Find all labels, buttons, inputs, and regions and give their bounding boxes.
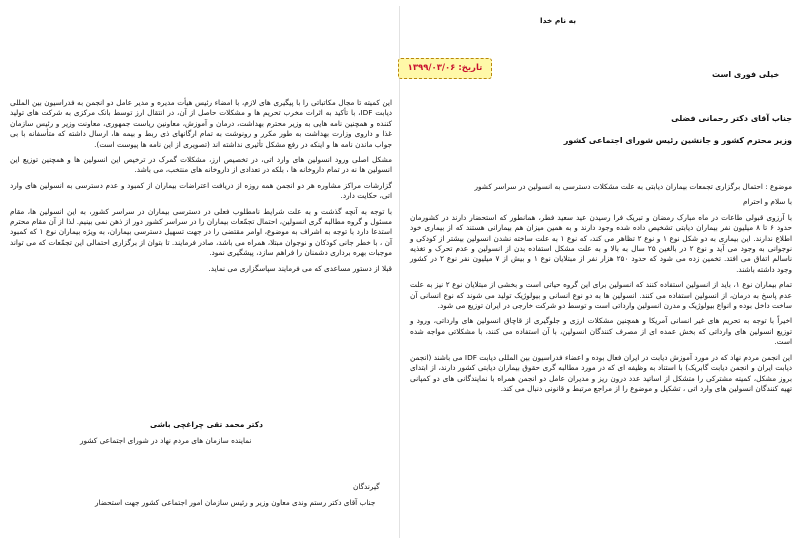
cc-heading: گیرندگان xyxy=(353,482,380,491)
signatory-name: دکتر محمد تقی چراغچی باشی xyxy=(150,420,263,429)
column-divider xyxy=(399,6,400,538)
body-paragraph: مشکل اصلی ورود انسولین های وارد اتی، در تخصیص ارز، مشکلات گمرک در ترخیص این انسولین ها و همچنین توزیع این انسولین ها نه در تمام داروخانه ها ، بلکه در تعدادی از داروخانه های منتخب، می باشد. xyxy=(10,155,392,175)
body-paragraph: تمام بیماران نوع ۱، باید از انسولین استفاده کنند که انسولین برای این گروه حیاتی است و بخشی از مبتلایان نوع ۲ نیز به علت عدم پاسخ به درمان، از انسولین استفاده می کنند. انسولین ها به دو نوع انسانی و بیولوژیک تولید می شوند که نوع انسانی آن ساخت داخل بوده و انواع بیولوژیک و مدرن انسولین وارداتی است و توسط دو شرکت خارجی در ایران توزیع می شود. xyxy=(410,280,792,311)
date-stamp: تاریخ: ۱۳۹۹/۰۳/۰۶ xyxy=(398,58,492,79)
body-paragraph: با آرزوی قبولی طاعات در ماه مبارک رمضان و تبریک فرا رسیدن عید سعید فطر، همانطور که استحضار دارند در کشورمان حدود ۶ تا ۸ میلیون نفر بیماران دیابتی تشخیص داده شده وجود دارند و به همین میزان هم بیمارانی هستند که از بیماری خود اطلاع ندارند. این بیماری به دو شکل نوع ۱ و نوع ۲ تظاهر می کند، که نوع ۱ به علت ساخته نشدن انسولین بیشتر از کودکی و نوجوانی به وجود می آید و نوع ۲ در بالغین ۲۵ سال به بالا و به علت مشکل استفاده بدن از انسولین و عدم تحرک و تغذیه ناسالم اتفاق می افتد. تخمین زده می شود که حدود ۲۵۰ هزار نفر از مبتلایان نوع ۱ و بیش از ۷ میلیون نفر نوع ۲ در کشور وجود داشته باشند. xyxy=(410,212,792,274)
body-paragraph: اخیراً با توجه به تحریم های غیر انسانی آمریکا و همچنین مشکلات ارزی و جلوگیری از قاچاق انسولین های وارداتی، ورود و توزیع انسولین های وارداتی که بخش عمده ای از مصرف کنندگان انسولین، با آن استفاده می کنند، با مشکلاتی مواجه شده است. xyxy=(410,316,792,347)
body-paragraph: این انجمن مردم نهاد که در مورد آموزش دیابت در ایران فعال بوده و اعضاء فدراسیون بین المللی دیابت IDF می باشند (انجمن دیابت ایران و انجمن دیابت گابریک) با استناد به وظیفه ای که در مورد مطالبه گری حقوق بیماران دیابتی کشور دارند، از ابتدای بروز مشکل، کمیته مشترکی را متشکل از اساتید عدد درون ریز و مدیران عامل دو انجمن همراه با نمایندگانی های دو کمپانی تهیه کنندگان انسولین های وارد اتی ، تشکیل و موضوع را از مراجع مرتبط و قانونی دنبال می کند. xyxy=(410,352,792,393)
addressee-name: جناب آقای دکتر رحمانی فضلی xyxy=(671,114,792,123)
subject-line: موضوع : احتمال برگزاری تجمعات بیماران دیابتی به علت مشکلات دسترسی به انسولین در سراسر کشور xyxy=(474,182,792,191)
addressee-title: وزیر محترم کشور و جانشین رئیس شورای اجتماعی کشور xyxy=(563,136,792,145)
body-paragraph: با توجه به آنچه گذشت و به علت شرایط نامطلوب فعلی در دسترسی بیماران در سراسر کشور، به این انسولین ها، مقام مسئول و گروه مطالبه گری انسولین، احتمال تجمّعات بیماران را در سراسر کشور دور از ذهن نمی بینیم. لذا از آن مقام محترم استدعا دارد با توجه به اشراف به موضوع، اوامر مقتضی را در جهت تسهیل دسترسی بیماران، به ویژه بیماران نوع ۱ که کمبود آن ، با خطر جانی کودکان و نوجوان مبتلا، همراه می باشد، صادر فرمایند. تا بتوان از برگزاری احتمالی این تجمّعات که می تواند موجبات بهره برداری دشمنان را فراهم سازد، پیشگیری نمود. xyxy=(10,206,392,258)
left-column-body xyxy=(10,98,392,279)
basmala-heading: به نام خدا xyxy=(540,16,577,25)
body-paragraph: گزارشات مراکز مشاوره هر دو انجمن همه روزه از دریافت اعتراضات بیماران از کمبود و عدم دسترسی به انسولین های وارد اتی، حکایت دارد. xyxy=(10,180,392,201)
right-column-body xyxy=(410,182,792,399)
signatory-title: نماینده سازمان های مردم نهاد در شورای اجتماعی کشور xyxy=(80,436,252,445)
cc-recipient: جناب آقای دکتر رستم وندی معاون وزیر و رئیس سازمان امور اجتماعی کشور جهت استحضار xyxy=(95,498,376,507)
greeting-line: با سلام و احترام xyxy=(742,197,792,207)
body-paragraph: این کمیته تا مجال مکاتباتی را با پیگیری های لازم، با امضاء رئیس هیأت مدیره و مدیر عامل دو انجمن به فدراسیون بین المللی دیابت IDF، با تأکید به اثرات مخرب تحریم ها و مشکلات حاصل از آن، در انتقال ارز توسط بانک مرکزی به شرکت های تولید کننده و همچنین نامه هایی به وزیر محترم بهداشت، درمان و آموزش، معاونین ریاست جمهوری، معاونت وزیر و رئیس سازمان غذا و داروی وزارت بهداشت به طور مکرر و رونوشت به تمام ارگانهای ذی ربط و بیمه ها، ارسال داشته که متأسفانه با بی جواب ماندن نامه ها و اینکه در رفع مشکل تأثیری نداشته اند (تصویری از این نامه ها پیوست است). xyxy=(10,98,392,149)
urgency-label: خیلی فوری است xyxy=(712,70,780,79)
body-paragraph: قبلا از دستور مساعدی که می فرمایند سپاسگزاری می نماید. xyxy=(208,263,392,273)
